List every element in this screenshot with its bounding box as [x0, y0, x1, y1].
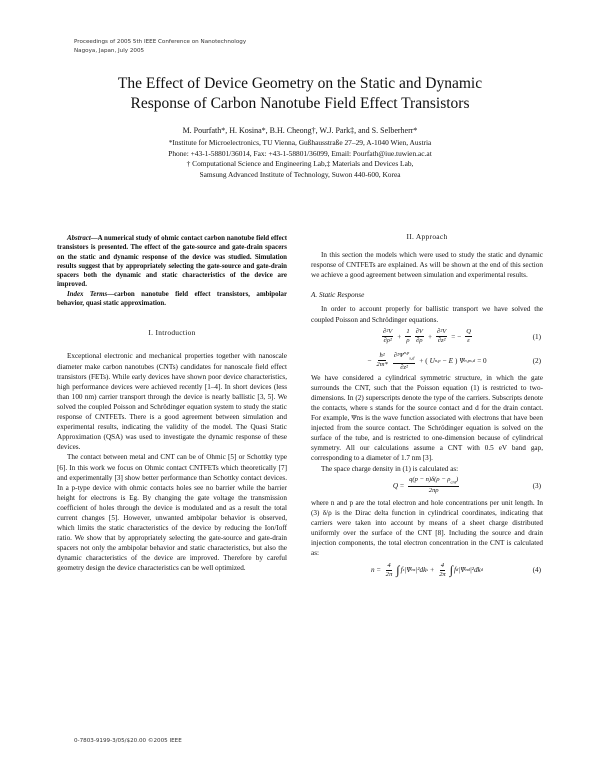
title-line-2: Response of Carbon Nanotube Field Effect Transistors: [130, 94, 470, 112]
equation-1: $\frac{\text{∂²V}}{\text{∂ρ²}}$ + $\frac{1}{\rho}$ $\frac{\partial V}{\partial\rho}$ + $\frac{\text{∂²V}}{\text{∂z²}}$ = − $\frac{Q}{\varepsilon}$ (1): [383, 328, 541, 345]
index-terms-label: Index Terms: [67, 290, 108, 298]
right-column: [311, 232, 543, 582]
equation-2: − $\frac{\text{ħ²}}{2m*}$ $\frac{\partial^2\Psi^{n,p}_{s,d}}{\text{∂z²}}$ + ( U n,p − E ) Ψ n,p s,d = 0 (2): [367, 350, 541, 371]
approach-paragraph-3: We have considered a cylindrical symmetric structure, in which the gate surrounds the CNT, such that the Poisson equation (1) is restricted to two-dimensions. In (2) superscripts denote the type of the carriers. Subscripts denote the contacts, where s stands for the source contact and d for the drain contact. For example, Ψns is the wave function associated with electrons that have been injected from the source contact. The Schrödinger equation is solved on the surface of the tube, and is restricted to one-dimension because of cylindrical symmetry. All our calculations assume a CNT with 0.5 eV band gap, corresponding to a diameter of 1.7 nm [3].: [311, 373, 543, 463]
copyright-footer: 0-7803-9199-3/05/$20.00 ©2005 IEEE: [74, 738, 182, 744]
proceedings-line-1: Proceedings of 2005 5th IEEE Conference on Nanotechnology: [74, 39, 247, 45]
approach-paragraph-2: In order to account properly for ballistic transport we have solved the coupled Poisson and Schrödinger equations.: [311, 305, 543, 324]
approach-paragraph-4: The space charge density in (1) is calculated as:: [321, 464, 459, 473]
proceedings-header: [74, 38, 246, 55]
author-names: M. Pourfath*, H. Kosina*, B.H. Cheong†, W.J. Park‡, and S. Selberherr*: [182, 126, 418, 135]
paper-title: [60, 74, 540, 113]
equation-3-number: (3): [532, 481, 541, 490]
section-approach-heading: II. Approach: [406, 232, 448, 241]
intro-paragraph-1: Exceptional electronic and mechanical properties together with nanoscale diameter make carbon nanotubes (CNTs) candidates for nanoscale field effect transistors (FETs). While early devices have shown poor device characteristics, high performance devices were achieved recently [1–4]. In short devices (less than 100 nm) carrier transport through the device is nearly ballistic [3, 5]. We solved the coupled Poisson and Schrödinger equation system to study the static response of CNTFETs. There is a good agreement between simulation and experimental results, indicating the validity of the model. The Quasi Static Approximation (QSA) was used to investigate the dynamic response of these devices.: [57, 352, 287, 452]
subsection-static-response: A. Static Response: [311, 291, 365, 300]
index-terms-text: —carbon nanotube field effect transistors, ambipolar behavior, quasi static approximation.: [57, 290, 288, 308]
proceedings-line-2: Nagoya, Japan, July 2005: [74, 47, 145, 54]
equation-4-number: (4): [532, 566, 541, 575]
abstract-label: Abstract: [67, 235, 91, 242]
contact-line: Phone: +43-1-58801/36014, Fax: +43-1-58801/36099, Email: Pourfath@iue.tuwien.ac.at: [168, 148, 432, 158]
left-column: [57, 234, 287, 574]
author-block: [60, 126, 540, 181]
section-introduction-heading: I. Introduction: [148, 328, 196, 338]
equation-3: Q = $\frac{q(p - n)\delta(\rho - \rho_{cnt})}{2\pi\rho}$ (3): [392, 475, 541, 495]
title-line-1: The Effect of Device Geometry on the Static and Dynamic: [117, 75, 483, 92]
affiliation-vienna: *Institute for Microelectronics, TU Vienna, Gußhausstraße 27–29, A-1040 Wien, Austria: [168, 137, 432, 147]
index-terms: [57, 290, 287, 309]
abstract-text: —A numerical study of ohmic contact carbon nanotube field effect transistors is presented. The effect of the gate-source and gate-drain spacers on the static and dynamic response of the device was studied. Simulation results suggest that by appropriately selecting the gate-source and gate-drain spacers both the dynamic and static characteristics of the device are improved.: [57, 235, 287, 289]
approach-paragraph-5: where n and p are the total electron and hole concentrations per unit length. In (3) δ/ρ is the Dirac delta function in cylindrical coordinates, indicating that carriers were taken into account by means of a sheet charge distributed uniformly over the surface of the CNT [8]. Including the source and drain injection components, the total electron concentration in the CNT is calculated as:: [311, 498, 543, 558]
affiliation-samsung: Samsung Advanced Institute of Technology, Suwon 440-600, Korea: [199, 170, 401, 180]
equation-1-number: (1): [532, 332, 541, 341]
equation-2-number: (2): [532, 356, 541, 365]
abstract: [57, 234, 287, 290]
intro-paragraph-2: The contact between metal and CNT can be of Ohmic [5] or Schottky type [6]. In this work we focus on Ohmic contact CNTFETs which theoretically [7] and experimentally [3] show better performance than Schottky contact devices. In a p-type device with ohmic contacts holes see no barrier while the barrier height for electrons is Eg. By changing the gate voltage the transmission coefficient of holes through the device is modulated and as a result the total current changes [5]. However, unwanted ambipolar behavior is observed, which limits the static characteristics of the device by reducing the Ion/Ioff ratio. We show that by appropriately selecting the gate-source and gate-drain spacers not only the ambipolar behavior and static characteristics, but also the dynamic characteristics of the device are improved. Therefore by careful geometry design the device characteristics can be well optimized.: [57, 453, 287, 573]
equation-4: n = $\frac{4}{2\pi}$ ∫ f s |Ψ n s |²dk s + $\frac{4}{2\pi}$ ∫ f d |Ψ n d |²dk d (4): [371, 561, 541, 578]
approach-paragraph-1: In this section the models which were used to study the static and dynamic response of CNTFETs are explained. As will be shown at the end of this section we achieve a good agreement between simulation and experimental results.: [311, 251, 543, 280]
affiliation-samsung-labs: † Computational Science and Engineering Lab,‡ Materials and Devices Lab,: [186, 159, 414, 169]
